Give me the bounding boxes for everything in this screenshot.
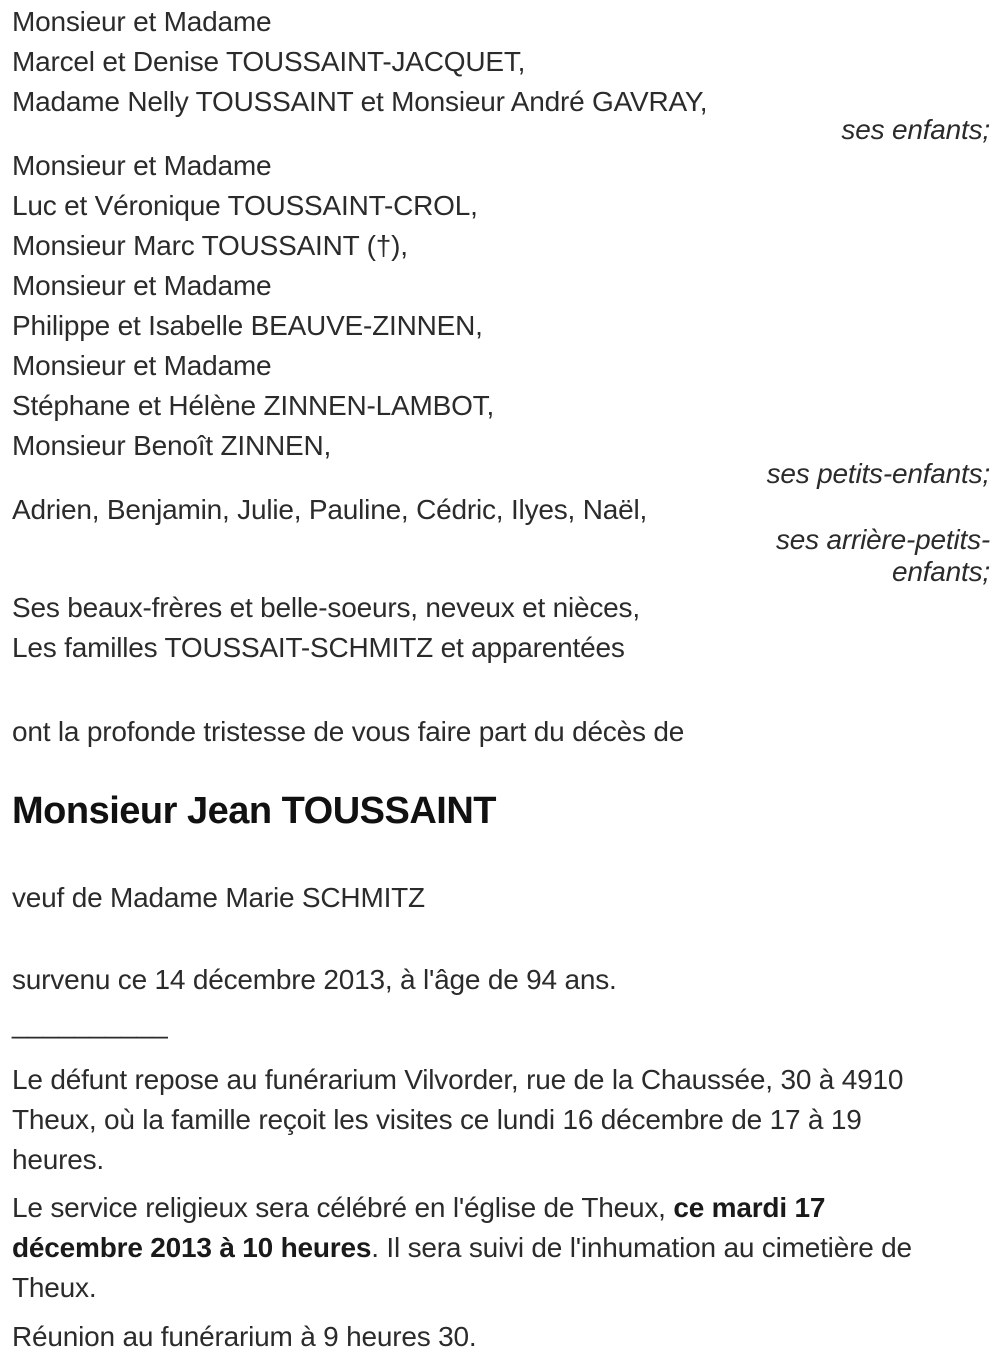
- relation-annotation-line: ses arrière-petits-: [775, 524, 990, 555]
- family-line: Marcel et Denise TOUSSAINT-JACQUET,: [12, 46, 526, 77]
- service-text: Le service religieux sera célébré en l'église de Theux,: [12, 1192, 674, 1223]
- family-line: Madame Nelly TOUSSAINT et Monsieur André GAVRAY,: [12, 86, 708, 117]
- family-line: Stéphane et Hélène ZINNEN-LAMBOT,: [12, 390, 495, 421]
- family-line: Les familles TOUSSAIT-SCHMITZ et apparentées: [12, 632, 625, 663]
- family-line: Monsieur Benoît ZINNEN,: [12, 430, 332, 461]
- family-line: Ses beaux-frères et belle-soeurs, neveux et nièces,: [12, 592, 640, 623]
- family-line: Monsieur et Madame: [12, 150, 272, 181]
- family-line: Monsieur et Madame: [12, 270, 272, 301]
- repose-line: heures.: [12, 1144, 104, 1175]
- repose-line: Le défunt repose au funérarium Vilvorder, rue de la Chaussée, 30 à 4910: [12, 1064, 904, 1095]
- family-line: Philippe et Isabelle BEAUVE-ZINNEN,: [12, 310, 483, 341]
- deceased-name-heading: Monsieur Jean TOUSSAINT: [12, 790, 497, 832]
- family-line: Monsieur et Madame: [12, 350, 272, 381]
- service-text: . Il sera suivi de l'inhumation au cimetière de: [371, 1232, 912, 1263]
- intro-text: ont la profonde tristesse de vous faire part du décès de: [12, 716, 685, 747]
- service-line: Theux.: [12, 1272, 97, 1303]
- service-line: [12, 1228, 990, 1268]
- divider-line: __________: [12, 1008, 168, 1039]
- service-date-bold: ce mardi 17: [673, 1192, 826, 1223]
- widower-line: veuf de Madame Marie SCHMITZ: [12, 882, 425, 913]
- relation-annotation-children: ses enfants;: [841, 114, 990, 145]
- service-date-bold: décembre 2013 à 10 heures: [12, 1232, 372, 1263]
- relation-annotation-great-grandchildren: [12, 524, 990, 588]
- reunion-line: Réunion au funérarium à 9 heures 30.: [12, 1321, 477, 1352]
- relation-annotation-grandchildren: ses petits-enfants;: [766, 458, 990, 489]
- repose-paragraph: [12, 1060, 990, 1180]
- family-line: Monsieur Marc TOUSSAINT (†),: [12, 230, 408, 261]
- repose-line: Theux, où la famille reçoit les visites ce lundi 16 décembre de 17 à 19: [12, 1104, 862, 1135]
- family-line: Monsieur et Madame: [12, 6, 272, 37]
- death-date-line: survenu ce 14 décembre 2013, à l'âge de 94 ans.: [12, 964, 617, 995]
- family-line: Luc et Véronique TOUSSAINT-CROL,: [12, 190, 478, 221]
- relation-annotation-line: enfants;: [891, 556, 990, 587]
- family-line: Adrien, Benjamin, Julie, Pauline, Cédric, Ilyes, Naël,: [12, 494, 648, 525]
- service-line: [12, 1188, 990, 1228]
- service-paragraph: [12, 1188, 990, 1308]
